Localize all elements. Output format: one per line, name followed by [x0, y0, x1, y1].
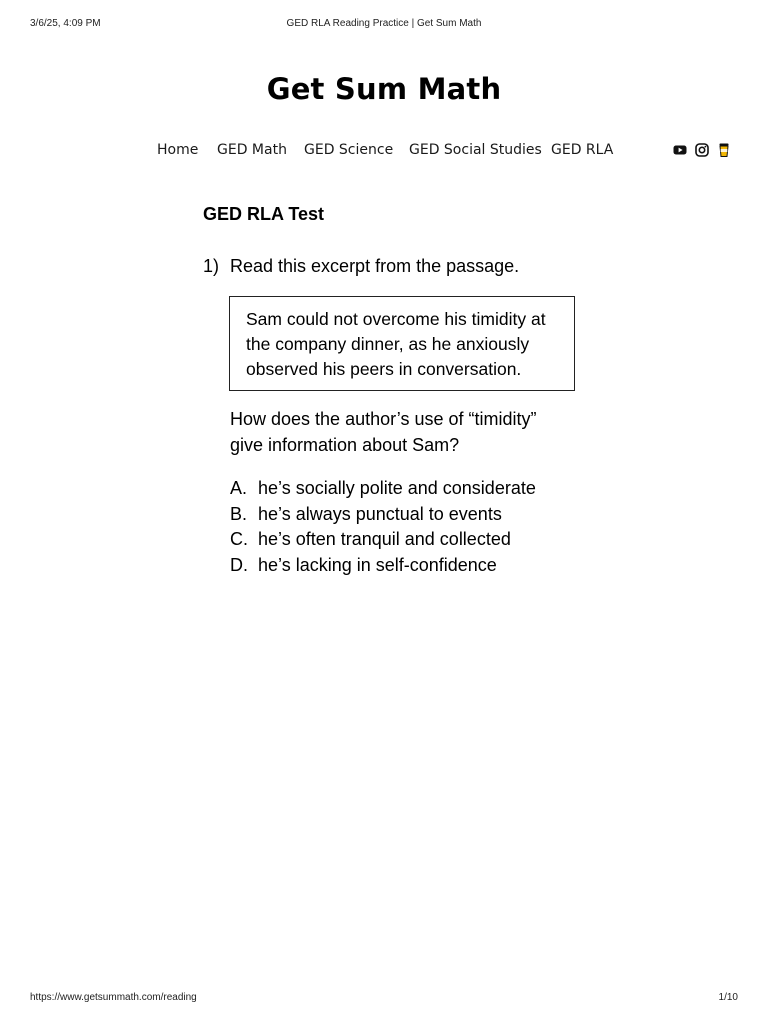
choice-text: he’s always punctual to events	[258, 504, 502, 524]
youtube-icon[interactable]	[672, 142, 688, 158]
coffee-cup-icon[interactable]	[716, 142, 732, 158]
nav-item-ged-social-studies[interactable]: GED Social Studies	[409, 142, 542, 158]
choice-text: he’s often tranquil and collected	[258, 529, 511, 549]
print-url: https://www.getsummath.com/reading	[30, 992, 197, 1003]
content-heading: GED RLA Test	[203, 204, 325, 224]
choice-letter: A.	[230, 478, 248, 498]
question-text-line: How does the author’s use of “timidity”	[230, 409, 537, 429]
excerpt-box	[229, 296, 575, 391]
main-nav	[0, 142, 768, 162]
nav-item-ged-science[interactable]: GED Science	[304, 142, 394, 158]
question-number: 1)	[203, 256, 220, 276]
nav-item-ged-math[interactable]: GED Math	[217, 142, 287, 158]
choice-letter: B.	[230, 504, 248, 524]
excerpt-line: the company dinner, as he anxiously	[246, 334, 530, 354]
site-title[interactable]: Get Sum Math	[266, 72, 502, 106]
print-page-title: GED RLA Reading Practice | Get Sum Math	[286, 18, 482, 29]
nav-item-ged-rla[interactable]: GED RLA	[551, 142, 614, 158]
choice-letter: C.	[230, 529, 248, 549]
choice-text: he’s lacking in self-confidence	[258, 555, 497, 575]
excerpt-line: Sam could not overcome his timidity at	[246, 309, 546, 329]
print-datetime: 3/6/25, 4:09 PM	[30, 18, 101, 29]
choice-letter: D.	[230, 555, 248, 575]
choice-text: he’s socially polite and considerate	[258, 478, 536, 498]
excerpt-line: observed his peers in conversation.	[246, 359, 522, 379]
question-text-line: give information about Sam?	[230, 435, 460, 455]
question-prompt: Read this excerpt from the passage.	[230, 256, 520, 276]
nav-item-home[interactable]: Home	[157, 142, 199, 158]
print-page-number: 1/10	[718, 992, 738, 1003]
instagram-icon[interactable]	[694, 142, 710, 158]
